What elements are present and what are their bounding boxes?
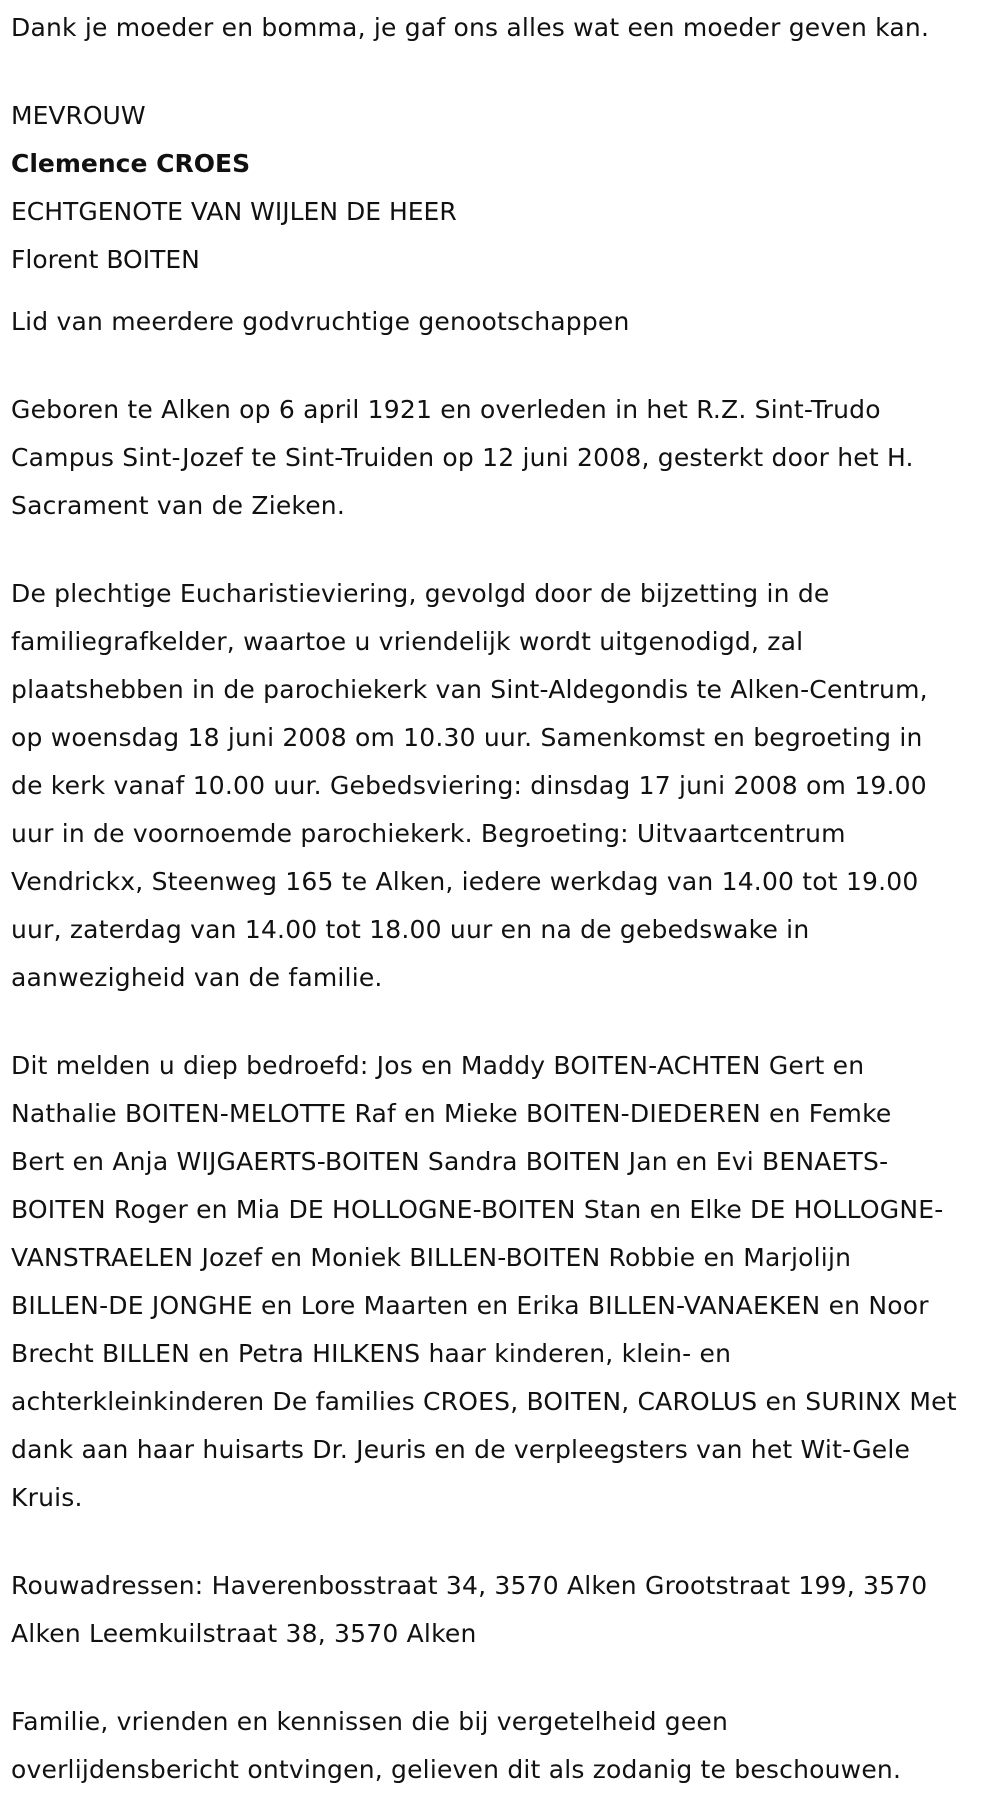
text-line: uur in de voornoemde parochiekerk. Begroeting: Uitvaartcentrum [11,819,846,848]
spouse-label: ECHTGENOTE VAN WIJLEN DE HEER [11,197,457,226]
text-line: Campus Sint-Jozef te Sint-Truiden op 12 juni 2008, gesterkt door het H. [11,443,914,472]
opening-text: Dank je moeder en bomma, je gaf ons alles wat een moeder geven kan. [11,13,930,42]
text-line: BOITEN Roger en Mia DE HOLLOGNE-BOITEN Stan en Elke DE HOLLOGNE- [11,1195,944,1224]
membership-text: Lid van meerdere godvruchtige genootschappen [11,307,630,336]
text-line: dank aan haar huisarts Dr. Jeuris en de verpleegsters van het Wit-Gele [11,1435,911,1464]
deceased-header [11,92,990,284]
text-line: familiegrafkelder, waartoe u vriendelijk wordt uitgenodigd, zal [11,627,804,656]
text-line: plaatshebben in de parochiekerk van Sint-Aldegondis te Alken-Centrum, [11,675,928,704]
text-line: Bert en Anja WIJGAERTS-BOITEN Sandra BOITEN Jan en Evi BENAETS- [11,1147,889,1176]
title-prefix: MEVROUW [11,101,146,130]
text-line: Vendrickx, Steenweg 165 te Alken, iedere werkdag van 14.00 tot 19.00 [11,867,919,896]
membership-paragraph [11,298,990,346]
text-line: Alken Leemkuilstraat 38, 3570 Alken [11,1619,477,1648]
ceremony-paragraph [11,570,990,1002]
text-line: VANSTRAELEN Jozef en Moniek BILLEN-BOITEN Robbie en Marjolijn [11,1243,852,1272]
family-paragraph [11,1042,990,1522]
text-line: Brecht BILLEN en Petra HILKENS haar kinderen, klein- en [11,1339,732,1368]
text-line: Nathalie BOITEN-MELOTTE Raf en Mieke BOITEN-DIEDEREN en Femke [11,1099,892,1128]
birth-death-paragraph [11,386,990,530]
text-line: uur, zaterdag van 14.00 tot 18.00 uur en na de gebedswake in [11,915,810,944]
text-line: Geboren te Alken op 6 april 1921 en overleden in het R.Z. Sint-Trudo [11,395,881,424]
text-line: Familie, vrienden en kennissen die bij vergetelheid geen [11,1707,729,1736]
text-line: BILLEN-DE JONGHE en Lore Maarten en Erika BILLEN-VANAEKEN en Noor [11,1291,929,1320]
text-line: Kruis. [11,1483,83,1512]
text-line: Dit melden u diep bedroefd: Jos en Maddy BOITEN-ACHTEN Gert en [11,1051,865,1080]
addresses-paragraph [11,1562,990,1658]
text-line: overlijdensbericht ontvingen, gelieven dit als zodanig te beschouwen. [11,1755,902,1784]
text-line: de kerk vanaf 10.00 uur. Gebedsviering: dinsdag 17 juni 2008 om 19.00 [11,771,927,800]
text-line: achterkleinkinderen De families CROES, BOITEN, CAROLUS en SURINX Met [11,1387,957,1416]
text-line: aanwezigheid van de familie. [11,963,383,992]
opening-line [11,4,990,52]
spouse-name: Florent BOITEN [11,245,200,274]
closing-paragraph [11,1698,990,1794]
text-line: De plechtige Eucharistieviering, gevolgd door de bijzetting in de [11,579,830,608]
deceased-name: Clemence CROES [11,149,251,178]
text-line: Rouwadressen: Haverenbosstraat 34, 3570 Alken Grootstraat 199, 3570 [11,1571,928,1600]
text-line: Sacrament van de Zieken. [11,491,345,520]
text-line: op woensdag 18 juni 2008 om 10.30 uur. Samenkomst en begroeting in [11,723,923,752]
